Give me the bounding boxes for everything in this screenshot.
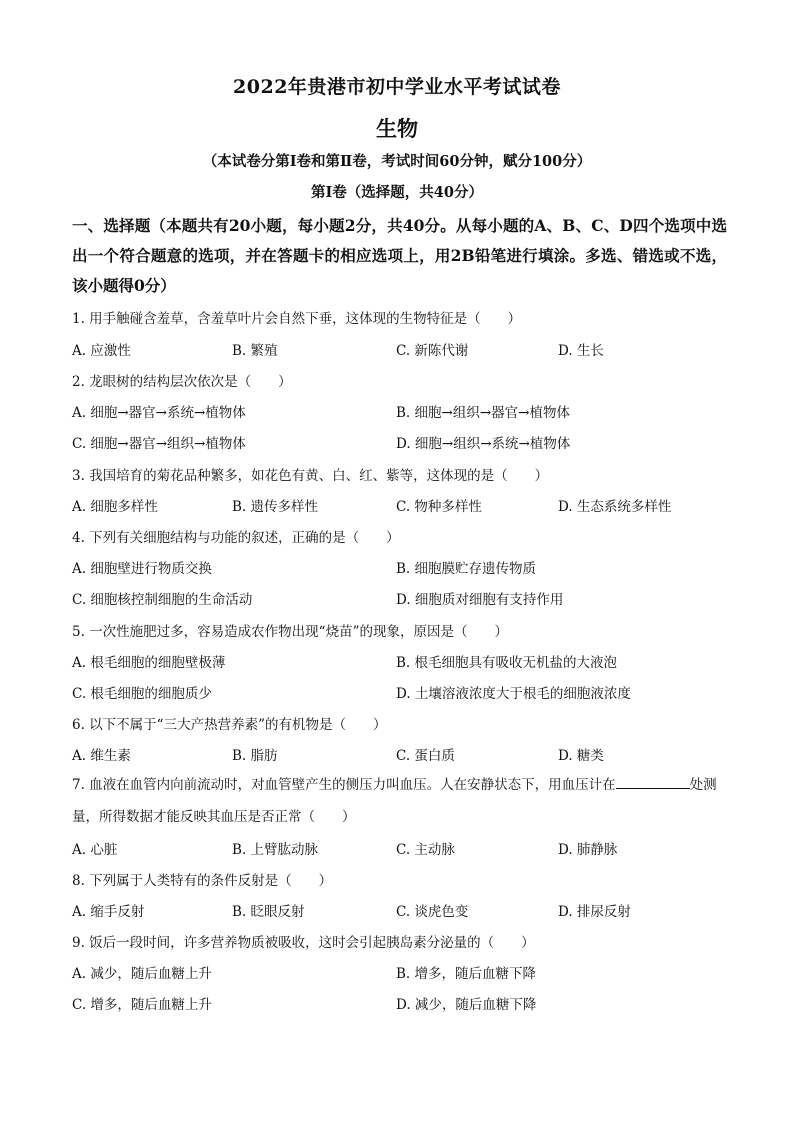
option-b: B. 细胞膜贮存遗传物质 [396,561,537,577]
option-b: B. 脂肪 [232,748,278,764]
option-c: C. 蛋白质 [396,748,455,764]
option-a: A. 细胞壁进行物质交换 [72,561,212,577]
question-7-options [72,838,727,858]
question-1-options [72,339,727,359]
option-c: C. 主动脉 [396,842,455,858]
option-c: C. 物种多样性 [396,499,482,515]
option-a: A. 应激性 [72,343,131,359]
option-c: C. 新陈代谢 [396,343,469,359]
option-a: A. 细胞→器官→系统→植物体 [72,405,246,421]
volume-heading: 第Ⅰ卷（选择题，共40分） [311,184,483,201]
option-a: A. 细胞多样性 [72,499,158,515]
section-instructions: 一、选择题（本题共有20小题，每小题2分，共40分。从每小题的A、B、C、D四个选项中选出一个符合题意的选项，并在答题卡的相应选项上，用2B铅笔进行填涂。多选、错选或不选，该小题得0分） [72,216,727,295]
option-c: C. 细胞→器官→组织→植物体 [72,436,246,452]
question-7-text-end: 处测量，所得数据才能反映其血压是否正常（ ） [72,777,717,825]
question-3-options [72,495,727,515]
option-a: A. 减少，随后血糖上升 [72,966,212,982]
option-d: D. 排尿反射 [558,904,631,920]
option-c: C. 细胞核控制细胞的生命活动 [72,592,253,608]
question-9-options-row-2 [72,993,727,1013]
question-5-options-row-1 [72,651,727,671]
option-c: C. 增多，随后血糖上升 [72,997,212,1013]
question-1: 1. 用手触碰含羞草，含羞草叶片会自然下垂，这体现的生物特征是（ ） [72,311,522,327]
option-b: B. 繁殖 [232,343,278,359]
question-8: 8. 下列属于人类特有的条件反射是（ ） [72,873,333,889]
option-a: A. 根毛细胞的细胞壁极薄 [72,655,226,671]
question-4: 4. 下列有关细胞结构与功能的叙述，正确的是（ ） [72,530,400,546]
question-6-options [72,744,727,764]
question-7 [72,769,727,833]
option-d: D. 减少，随后血糖下降 [396,997,537,1013]
fill-in-blank [616,776,690,789]
question-2-options-row-2 [72,432,727,452]
option-b: B. 根毛细胞具有吸收无机盐的大液泡 [396,655,618,671]
question-2: 2. 龙眼树的结构层次依次是（ ） [72,374,292,390]
option-d: D. 生态系统多样性 [558,499,672,515]
option-c: C. 根毛细胞的细胞质少 [72,686,212,702]
option-c: C. 谈虎色变 [396,904,469,920]
option-b: B. 眨眼反射 [232,904,305,920]
option-a: A. 心脏 [72,842,118,858]
option-a: A. 维生素 [72,748,131,764]
question-4-options-row-2 [72,588,727,608]
exam-note: （本试卷分第Ⅰ卷和第Ⅱ卷，考试时间60分钟，赋分100分） [202,153,592,170]
option-d: D. 细胞→组织→系统→植物体 [396,436,571,452]
option-d: D. 糖类 [558,748,604,764]
question-3: 3. 我国培育的菊花品种繁多，如花色有黄、白、红、紫等，这体现的是（ ） [72,468,549,484]
question-9-options-row-1 [72,962,727,982]
option-b: B. 细胞→组织→器官→植物体 [396,405,570,421]
question-9: 9. 饭后一段时间，许多营养物质被吸收，这时会引起胰岛素分泌量的（ ） [72,935,535,951]
question-6: 6. 以下不属于“三大产热营养素”的有机物是（ ） [72,717,387,733]
question-5: 5. 一次性施肥过多，容易造成农作物出现“烧苗”的现象，原因是（ ） [72,624,508,640]
option-b: B. 增多，随后血糖下降 [396,966,537,982]
option-d: D. 生长 [558,343,604,359]
option-b: B. 上臂肱动脉 [232,842,319,858]
question-2-options-row-1 [72,401,727,421]
question-7-text-start: 7. 血液在血管内向前流动时，对血管壁产生的侧压力叫血压。人在安静状态下，用血压计在 [72,777,616,793]
option-d: D. 肺静脉 [558,842,618,858]
exam-title: 2022年贵港市初中学业水平考试试卷 [233,76,561,98]
option-d: D. 细胞质对细胞有支持作用 [396,592,564,608]
option-b: B. 遗传多样性 [232,499,319,515]
question-4-options-row-1 [72,557,727,577]
option-a: A. 缩手反射 [72,904,145,920]
question-8-options [72,900,727,920]
exam-subject: 生物 [376,116,418,141]
option-d: D. 土壤溶液浓度大于根毛的细胞液浓度 [396,686,631,702]
question-5-options-row-2 [72,682,727,702]
